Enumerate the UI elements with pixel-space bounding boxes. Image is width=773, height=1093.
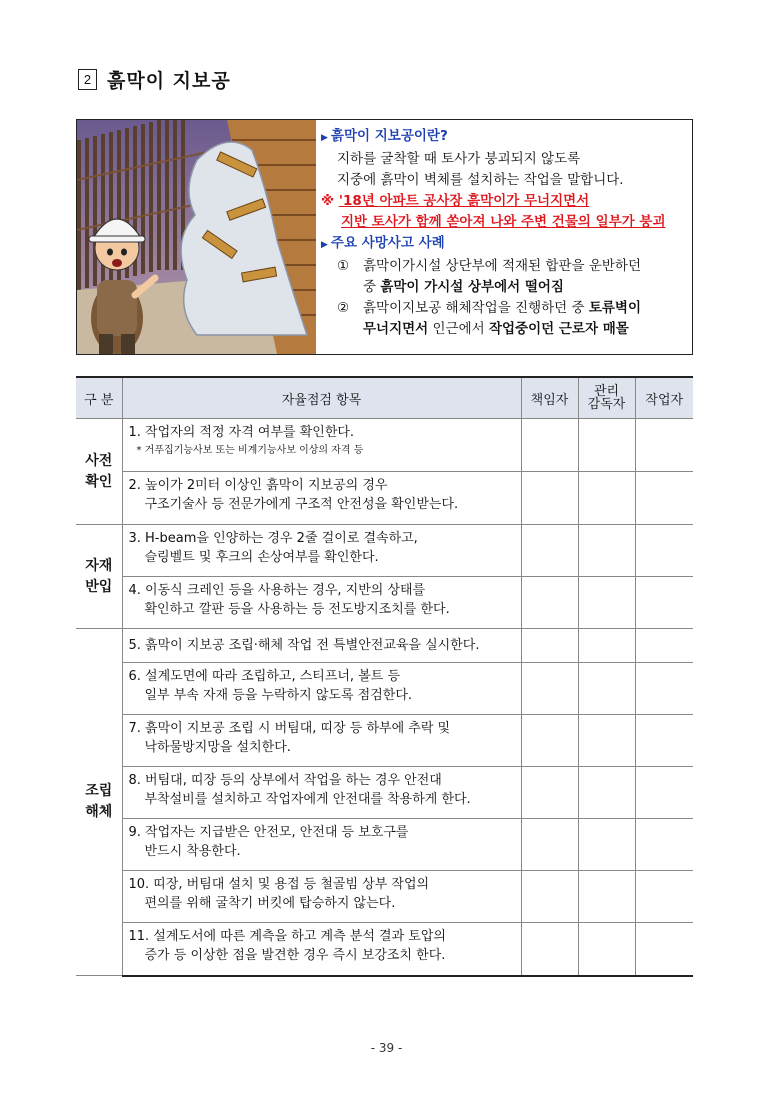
check-cell-manager[interactable]: [521, 663, 578, 715]
check-item: 7. 흙막이 지보공 조립 시 버팀대, 띠장 등 하부에 추락 및 낙하물방지망을 설치한다.: [122, 715, 521, 767]
check-item: 11. 설계도서에 따른 계측을 하고 계측 분석 결과 토압의 증가 등 이상한 점을 발견한 경우 즉시 보강조치 한다.: [122, 923, 521, 976]
check-item: 2. 높이가 2미터 이상인 흙막이 지보공의 경우 구조기술사 등 전문가에게 구조적 안전성을 확인받는다.: [122, 472, 521, 525]
check-cell-worker[interactable]: [635, 472, 693, 525]
table-row: [76, 715, 693, 767]
check-item: 10. 띠장, 버팀대 설치 및 용접 등 철골빔 상부 작업의 편의를 위해 굴착기 버킷에 탑승하지 않는다.: [122, 871, 521, 923]
check-cell-supervisor[interactable]: [578, 472, 635, 525]
check-cell-manager[interactable]: [521, 577, 578, 629]
table-header-row: [76, 377, 693, 419]
table-row: [76, 525, 693, 577]
check-cell-supervisor[interactable]: [578, 767, 635, 819]
case-item-1: ① 흙막이가시설 상단부에 적재된 합판을 운반하던 중 흙막이 가시설 상부에서 떨어짐: [337, 258, 641, 295]
check-cell-supervisor[interactable]: [578, 871, 635, 923]
check-cell-worker[interactable]: [635, 419, 693, 472]
table-row: [76, 629, 693, 663]
info-description-line: 지중에 흙막이 벽체를 설치하는 작업을 말합니다.: [337, 172, 624, 188]
check-item: 9. 작업자는 지급받은 안전모, 안전대 등 보호구를 반드시 착용한다.: [122, 819, 521, 871]
check-cell-supervisor[interactable]: [578, 629, 635, 663]
check-cell-supervisor[interactable]: [578, 419, 635, 472]
section-heading: 흙막이 지보공: [107, 70, 231, 92]
check-cell-worker[interactable]: [635, 577, 693, 629]
check-item: 6. 설계도면에 따라 조립하고, 스티프너, 볼트 등 일부 부속 자재 등을 누락하지 않도록 점검한다.: [122, 663, 521, 715]
collapse-illustration: [77, 120, 316, 354]
check-cell-supervisor[interactable]: [578, 819, 635, 871]
header-item: 자율점검 항목: [122, 377, 521, 419]
table-row: [76, 577, 693, 629]
check-cell-worker[interactable]: [635, 923, 693, 976]
info-box: [76, 119, 693, 355]
check-cell-worker[interactable]: [635, 525, 693, 577]
check-cell-worker[interactable]: [635, 819, 693, 871]
check-item: 1. 작업자의 적정 자격 여부를 확인한다. * 거푸집기능사보 또는 비계기능사보 이상의 자격 등: [122, 419, 521, 472]
group-label-pre-check: 사전 확인: [76, 419, 122, 525]
check-cell-supervisor[interactable]: [578, 663, 635, 715]
check-cell-manager[interactable]: [521, 871, 578, 923]
check-cell-supervisor[interactable]: [578, 923, 635, 976]
info-description-line: 지하를 굴착할 때 토사가 붕괴되지 않도록: [337, 151, 581, 167]
check-item: 5. 흙막이 지보공 조립·해체 작업 전 특별안전교육을 실시한다.: [122, 629, 521, 663]
check-cell-manager[interactable]: [521, 472, 578, 525]
table-row: [76, 923, 693, 976]
accident-note: ※ '18년 아파트 공사장 흙막이가 무너지면서 지반 토사가 함께 쏟아져 나와 주변 건물의 일부가 붕괴: [321, 193, 666, 230]
info-heading-1: ▶ 흙막이 지보공이란?: [321, 128, 448, 144]
table-row: [76, 871, 693, 923]
section-number: 2: [78, 69, 97, 90]
info-heading-2: ▶ 주요 사망사고 사례: [321, 235, 445, 251]
header-worker: 작업자: [635, 377, 693, 419]
table-row: [76, 767, 693, 819]
group-label-material: 자재 반입: [76, 525, 122, 629]
check-cell-manager[interactable]: [521, 419, 578, 472]
table-row: [76, 663, 693, 715]
header-manager: 책임자: [521, 377, 578, 419]
check-cell-manager[interactable]: [521, 715, 578, 767]
page-number: - 39 -: [370, 1041, 403, 1055]
check-item: 4. 이동식 크레인 등을 사용하는 경우, 지반의 상태를 확인하고 깔판 등을 사용하는 등 전도방지조치를 한다.: [122, 577, 521, 629]
check-cell-manager[interactable]: [521, 629, 578, 663]
checklist-table: [76, 376, 693, 977]
check-cell-worker[interactable]: [635, 871, 693, 923]
check-cell-manager[interactable]: [521, 819, 578, 871]
check-cell-manager[interactable]: [521, 767, 578, 819]
table-row: [76, 472, 693, 525]
check-cell-supervisor[interactable]: [578, 525, 635, 577]
triangle-bullet-icon: ▶: [321, 133, 328, 143]
check-cell-manager[interactable]: [521, 923, 578, 976]
section-title: [78, 66, 231, 93]
check-cell-manager[interactable]: [521, 525, 578, 577]
table-row: [76, 419, 693, 472]
check-cell-worker[interactable]: [635, 663, 693, 715]
header-category: 구 분: [76, 377, 122, 419]
info-text: [321, 126, 691, 340]
check-cell-supervisor[interactable]: [578, 715, 635, 767]
group-label-assembly: 조립 해체: [76, 629, 122, 976]
header-supervisor: 관리 감독자: [578, 377, 635, 419]
table-row: [76, 819, 693, 871]
check-item: 3. H-beam을 인양하는 경우 2줄 걸이로 결속하고, 슬링벨트 및 후크의 손상여부를 확인한다.: [122, 525, 521, 577]
check-cell-supervisor[interactable]: [578, 577, 635, 629]
check-cell-worker[interactable]: [635, 767, 693, 819]
case-item-2: ② 흙막이지보공 해체작업을 진행하던 중 토류벽이 무너지면서 인근에서 작업중이던 근로자 매몰: [337, 300, 641, 337]
check-item: 8. 버팀대, 띠장 등의 상부에서 작업을 하는 경우 안전대 부착설비를 설치하고 작업자에게 안전대를 착용하게 한다.: [122, 767, 521, 819]
check-cell-worker[interactable]: [635, 629, 693, 663]
triangle-bullet-icon: ▶: [321, 240, 328, 250]
check-cell-worker[interactable]: [635, 715, 693, 767]
